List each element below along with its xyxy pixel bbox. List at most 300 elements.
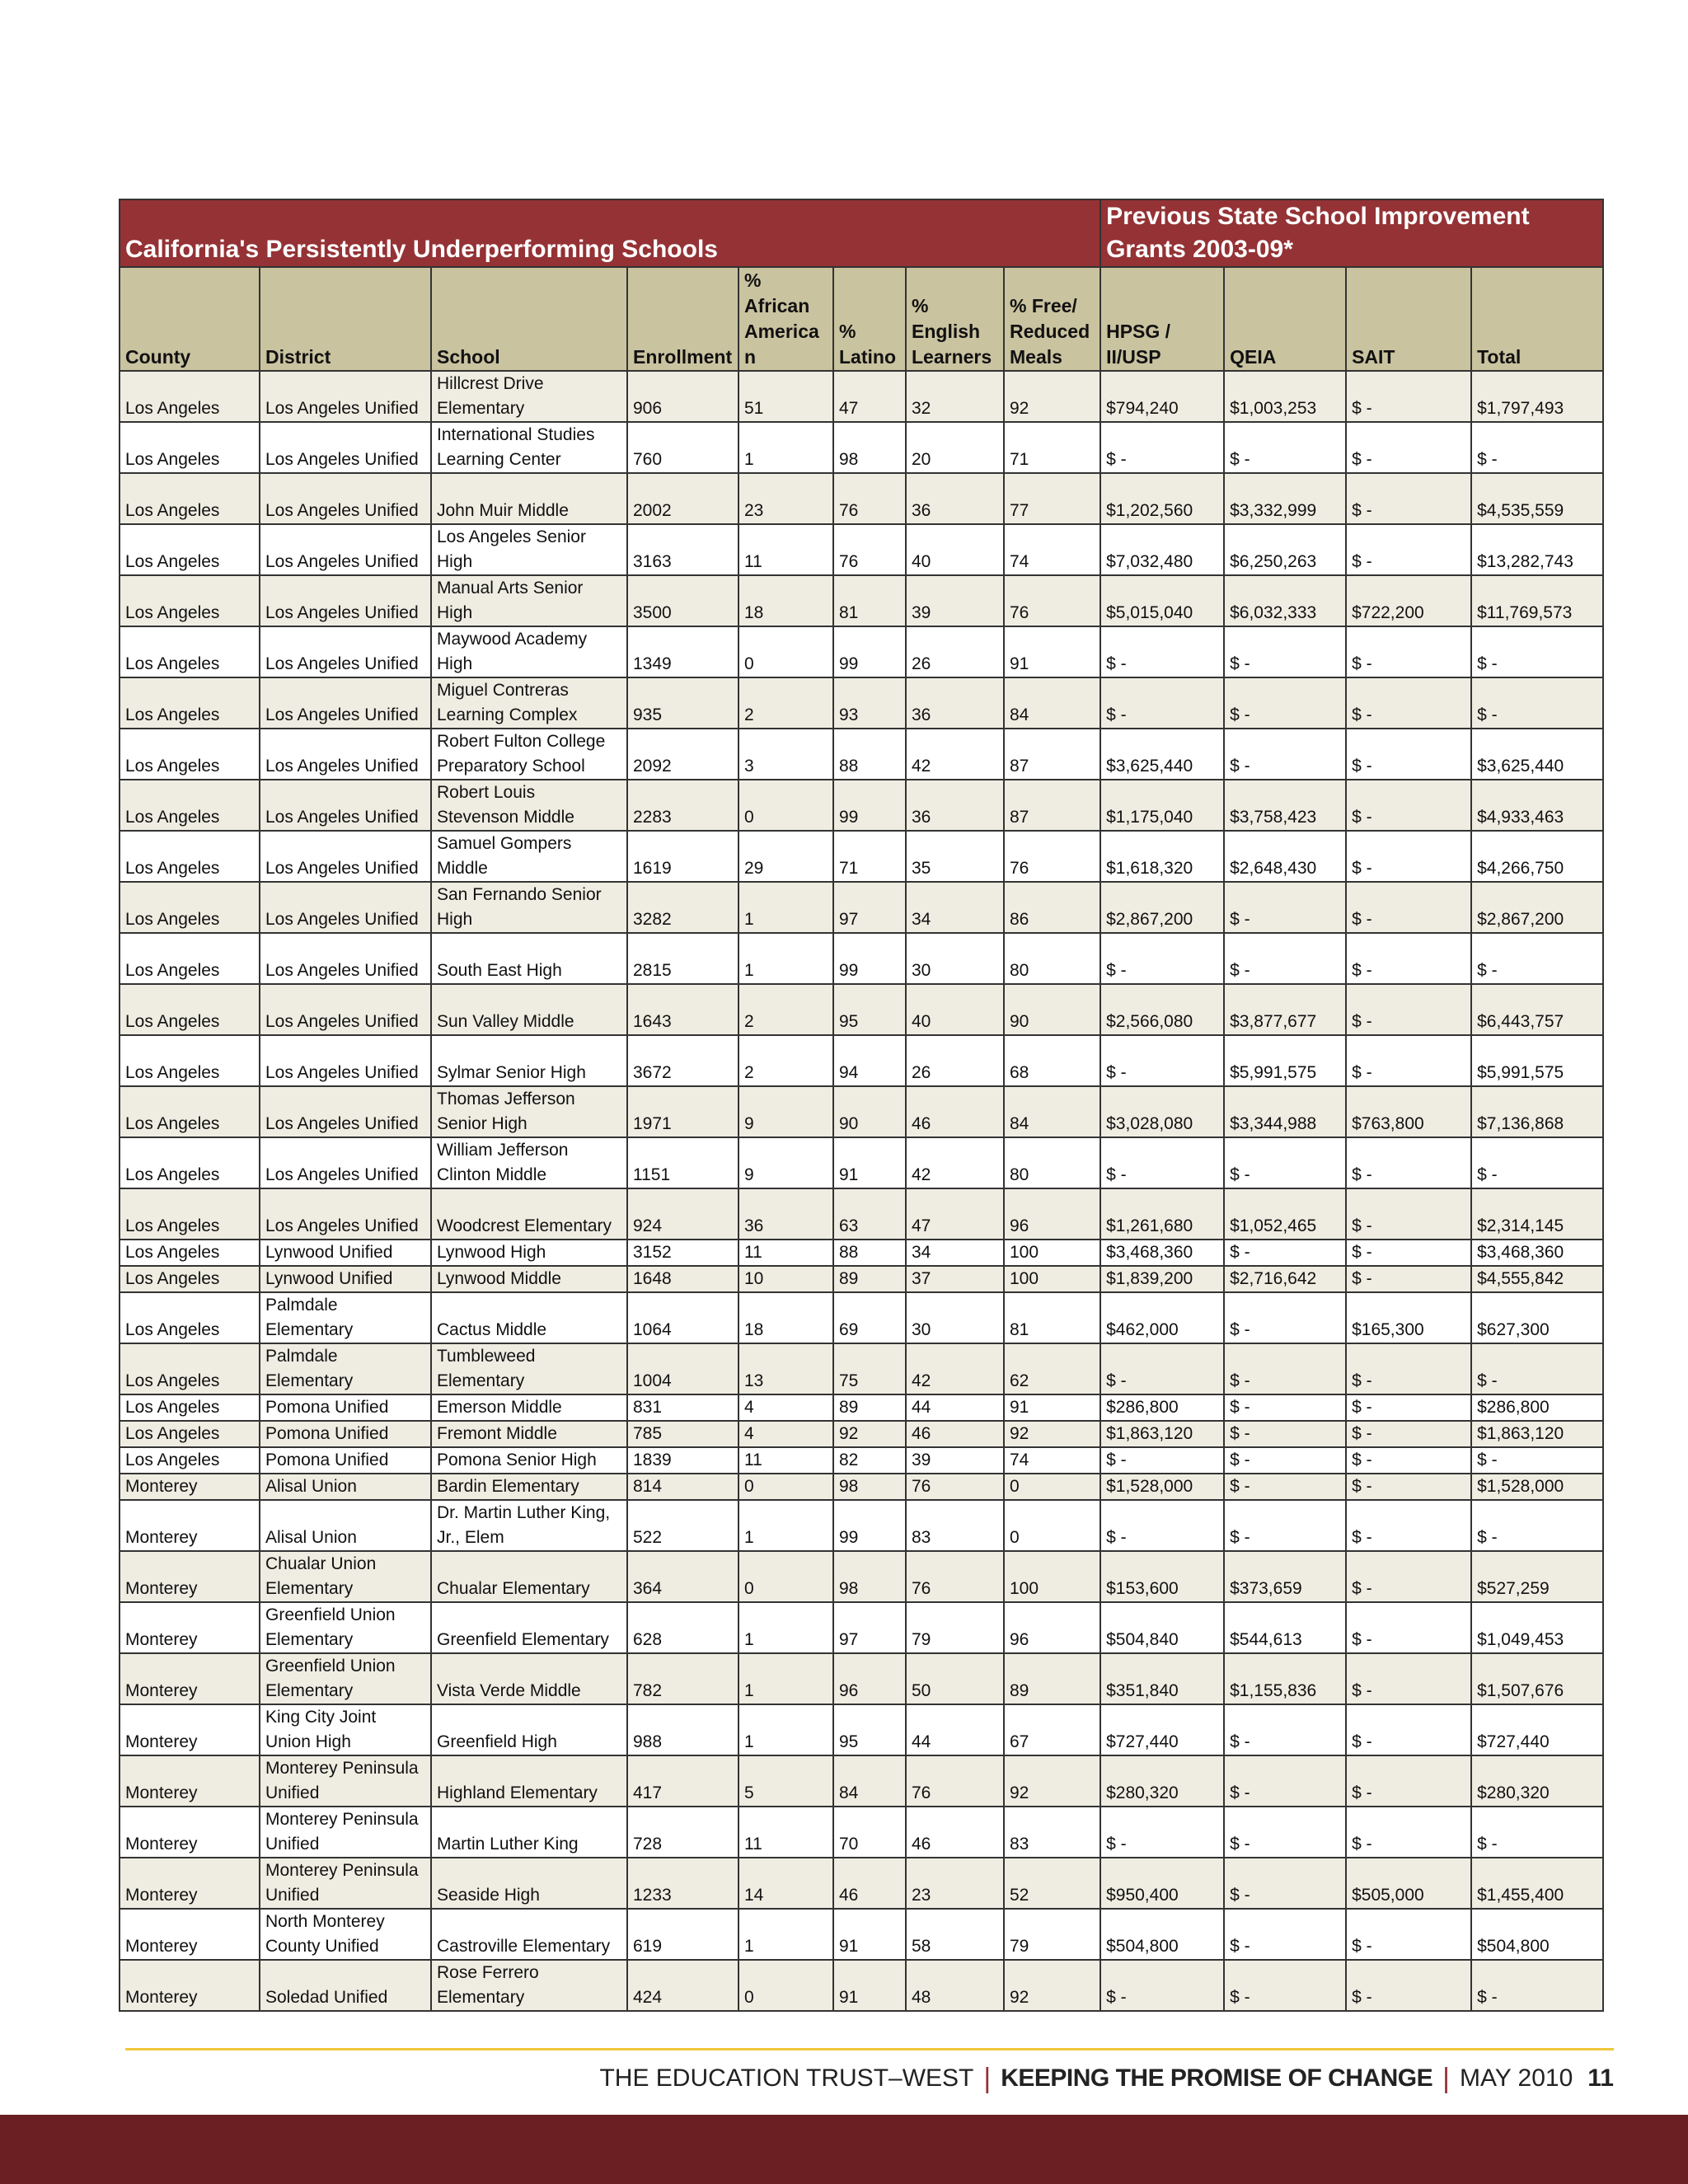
cell-qeia: $ - — [1224, 1343, 1346, 1394]
cell-total: $286,800 — [1471, 1394, 1603, 1421]
cell-enrollment: 1643 — [627, 984, 738, 1035]
cell-qeia: $ - — [1224, 1909, 1346, 1960]
cell-total: $4,266,750 — [1471, 831, 1603, 882]
cell-hpsg: $1,175,040 — [1100, 780, 1224, 831]
cell-hpsg: $ - — [1100, 1343, 1224, 1394]
cell-enrollment: 1648 — [627, 1266, 738, 1292]
cell-qeia: $ - — [1224, 422, 1346, 473]
cell-qeia: $544,613 — [1224, 1602, 1346, 1653]
cell-enrollment: 1349 — [627, 626, 738, 677]
cell-english-learners: 76 — [906, 1474, 1004, 1500]
cell-hpsg: $727,440 — [1100, 1704, 1224, 1755]
cell-free-reduced-meals: 83 — [1004, 1807, 1100, 1858]
cell-enrollment: 364 — [627, 1551, 738, 1602]
cell-english-learners: 44 — [906, 1394, 1004, 1421]
cell-school: Manual Arts Senior High — [431, 575, 627, 626]
cell-free-reduced-meals: 62 — [1004, 1343, 1100, 1394]
cell-county: Los Angeles — [120, 1188, 260, 1240]
cell-latino: 89 — [833, 1394, 906, 1421]
col-english-learners: % English Learners — [906, 267, 1004, 371]
cell-school: Fremont Middle — [431, 1421, 627, 1447]
cell-total: $4,555,842 — [1471, 1266, 1603, 1292]
cell-sait: $ - — [1346, 984, 1471, 1035]
cell-african-american: 11 — [738, 1807, 833, 1858]
cell-school: Sylmar Senior High — [431, 1035, 627, 1086]
cell-sait: $ - — [1346, 371, 1471, 422]
cell-district: Los Angeles Unified — [260, 882, 431, 933]
cell-hpsg: $794,240 — [1100, 371, 1224, 422]
cell-enrollment: 1064 — [627, 1292, 738, 1343]
cell-district: Los Angeles Unified — [260, 473, 431, 524]
cell-district: Pomona Unified — [260, 1421, 431, 1447]
cell-english-learners: 30 — [906, 1292, 1004, 1343]
cell-sait: $ - — [1346, 1551, 1471, 1602]
cell-school: Hillcrest Drive Elementary — [431, 371, 627, 422]
cell-county: Los Angeles — [120, 882, 260, 933]
cell-hpsg: $ - — [1100, 933, 1224, 984]
cell-african-american: 9 — [738, 1086, 833, 1137]
table-row — [120, 1704, 1603, 1755]
cell-free-reduced-meals: 74 — [1004, 524, 1100, 575]
cell-free-reduced-meals: 84 — [1004, 677, 1100, 729]
cell-county: Los Angeles — [120, 1086, 260, 1137]
cell-enrollment: 628 — [627, 1602, 738, 1653]
cell-african-american: 36 — [738, 1188, 833, 1240]
cell-enrollment: 2092 — [627, 729, 738, 780]
cell-school: John Muir Middle — [431, 473, 627, 524]
cell-qeia: $3,758,423 — [1224, 780, 1346, 831]
cell-total: $13,282,743 — [1471, 524, 1603, 575]
cell-free-reduced-meals: 90 — [1004, 984, 1100, 1035]
cell-school: Thomas Jefferson Senior High — [431, 1086, 627, 1137]
cell-sait: $ - — [1346, 780, 1471, 831]
cell-district: Los Angeles Unified — [260, 1137, 431, 1188]
col-school: School — [431, 267, 627, 371]
cell-latino: 98 — [833, 1551, 906, 1602]
cell-school: Los Angeles Senior High — [431, 524, 627, 575]
col-qeia: QEIA — [1224, 267, 1346, 371]
cell-sait: $ - — [1346, 1240, 1471, 1266]
cell-english-learners: 46 — [906, 1807, 1004, 1858]
cell-latino: 99 — [833, 1500, 906, 1551]
cell-enrollment: 935 — [627, 677, 738, 729]
cell-county: Los Angeles — [120, 677, 260, 729]
cell-english-learners: 30 — [906, 933, 1004, 984]
cell-total: $ - — [1471, 1960, 1603, 2011]
table-row — [120, 1394, 1603, 1421]
cell-english-learners: 34 — [906, 882, 1004, 933]
table-row — [120, 524, 1603, 575]
footer-report-title: KEEPING THE PROMISE OF CHANGE — [1001, 2064, 1433, 2092]
cell-county: Los Angeles — [120, 371, 260, 422]
cell-enrollment: 2283 — [627, 780, 738, 831]
table-row — [120, 626, 1603, 677]
cell-african-american: 5 — [738, 1755, 833, 1807]
cell-sait: $763,800 — [1346, 1086, 1471, 1137]
cell-free-reduced-meals: 86 — [1004, 882, 1100, 933]
cell-qeia: $ - — [1224, 882, 1346, 933]
cell-sait: $ - — [1346, 1755, 1471, 1807]
cell-sait: $505,000 — [1346, 1858, 1471, 1909]
cell-total: $504,800 — [1471, 1909, 1603, 1960]
column-header-row — [120, 267, 1603, 371]
cell-district: Greenfield Union Elementary — [260, 1653, 431, 1704]
cell-sait: $ - — [1346, 1266, 1471, 1292]
cell-qeia: $1,052,465 — [1224, 1188, 1346, 1240]
cell-sait: $ - — [1346, 1188, 1471, 1240]
cell-hpsg: $950,400 — [1100, 1858, 1224, 1909]
cell-free-reduced-meals: 67 — [1004, 1704, 1100, 1755]
cell-african-american: 0 — [738, 780, 833, 831]
cell-school: Chualar Elementary — [431, 1551, 627, 1602]
cell-county: Los Angeles — [120, 473, 260, 524]
cell-county: Los Angeles — [120, 1292, 260, 1343]
cell-district: Soledad Unified — [260, 1960, 431, 2011]
cell-african-american: 18 — [738, 575, 833, 626]
cell-school: Samuel Gompers Middle — [431, 831, 627, 882]
cell-latino: 99 — [833, 626, 906, 677]
cell-total: $627,300 — [1471, 1292, 1603, 1343]
cell-county: Los Angeles — [120, 1240, 260, 1266]
cell-enrollment: 1619 — [627, 831, 738, 882]
col-hpsg: HPSG / II/USP — [1100, 267, 1224, 371]
cell-district: Palmdale Elementary — [260, 1292, 431, 1343]
cell-hpsg: $1,528,000 — [1100, 1474, 1224, 1500]
cell-qeia: $2,648,430 — [1224, 831, 1346, 882]
cell-qeia: $3,332,999 — [1224, 473, 1346, 524]
cell-enrollment: 3282 — [627, 882, 738, 933]
cell-qeia: $6,032,333 — [1224, 575, 1346, 626]
cell-hpsg: $ - — [1100, 422, 1224, 473]
cell-county: Monterey — [120, 1474, 260, 1500]
cell-free-reduced-meals: 92 — [1004, 1960, 1100, 2011]
cell-african-american: 1 — [738, 882, 833, 933]
cell-qeia: $ - — [1224, 1292, 1346, 1343]
col-latino: % Latino — [833, 267, 906, 371]
cell-qeia: $6,250,263 — [1224, 524, 1346, 575]
cell-county: Los Angeles — [120, 575, 260, 626]
cell-sait: $ - — [1346, 677, 1471, 729]
cell-latino: 88 — [833, 1240, 906, 1266]
col-district: District — [260, 267, 431, 371]
cell-school: South East High — [431, 933, 627, 984]
cell-school: Bardin Elementary — [431, 1474, 627, 1500]
cell-school: Cactus Middle — [431, 1292, 627, 1343]
col-county: County — [120, 267, 260, 371]
cell-english-learners: 26 — [906, 1035, 1004, 1086]
cell-enrollment: 3152 — [627, 1240, 738, 1266]
cell-enrollment: 988 — [627, 1704, 738, 1755]
cell-qeia: $1,155,836 — [1224, 1653, 1346, 1704]
cell-qeia: $ - — [1224, 933, 1346, 984]
cell-african-american: 1 — [738, 1602, 833, 1653]
cell-county: Los Angeles — [120, 780, 260, 831]
cell-african-american: 10 — [738, 1266, 833, 1292]
cell-latino: 81 — [833, 575, 906, 626]
cell-latino: 88 — [833, 729, 906, 780]
cell-county: Los Angeles — [120, 1137, 260, 1188]
cell-school: Highland Elementary — [431, 1755, 627, 1807]
cell-school: Seaside High — [431, 1858, 627, 1909]
cell-latino: 99 — [833, 933, 906, 984]
cell-hpsg: $1,618,320 — [1100, 831, 1224, 882]
cell-qeia: $ - — [1224, 1960, 1346, 2011]
cell-free-reduced-meals: 100 — [1004, 1240, 1100, 1266]
cell-enrollment: 417 — [627, 1755, 738, 1807]
cell-total: $1,049,453 — [1471, 1602, 1603, 1653]
table-row — [120, 1755, 1603, 1807]
cell-enrollment: 1004 — [627, 1343, 738, 1394]
cell-sait: $ - — [1346, 1394, 1471, 1421]
cell-qeia: $ - — [1224, 1500, 1346, 1551]
cell-enrollment: 1839 — [627, 1447, 738, 1474]
cell-african-american: 2 — [738, 677, 833, 729]
cell-hpsg: $3,468,360 — [1100, 1240, 1224, 1266]
table-row — [120, 1421, 1603, 1447]
cell-free-reduced-meals: 91 — [1004, 626, 1100, 677]
table-row — [120, 1086, 1603, 1137]
cell-sait: $ - — [1346, 1704, 1471, 1755]
cell-county: Los Angeles — [120, 1421, 260, 1447]
cell-enrollment: 522 — [627, 1500, 738, 1551]
cell-enrollment: 3163 — [627, 524, 738, 575]
table-title: California's Persistently Underperforming Schools — [120, 199, 1100, 267]
cell-free-reduced-meals: 96 — [1004, 1602, 1100, 1653]
cell-qeia: $ - — [1224, 1755, 1346, 1807]
cell-african-american: 29 — [738, 831, 833, 882]
cell-total: $ - — [1471, 1137, 1603, 1188]
cell-hpsg: $ - — [1100, 677, 1224, 729]
cell-free-reduced-meals: 89 — [1004, 1653, 1100, 1704]
footer-org: THE EDUCATION TRUST–WEST — [599, 2064, 974, 2092]
page-footer — [599, 2060, 1614, 2097]
cell-free-reduced-meals: 91 — [1004, 1394, 1100, 1421]
cell-hpsg: $ - — [1100, 1035, 1224, 1086]
cell-english-learners: 36 — [906, 677, 1004, 729]
grant-title: Previous State School Improvement Grants 2003-09* — [1100, 199, 1603, 267]
cell-total: $ - — [1471, 422, 1603, 473]
table-row — [120, 1474, 1603, 1500]
cell-qeia: $ - — [1224, 1858, 1346, 1909]
cell-county: Monterey — [120, 1960, 260, 2011]
cell-free-reduced-meals: 52 — [1004, 1858, 1100, 1909]
cell-total: $1,455,400 — [1471, 1858, 1603, 1909]
cell-enrollment: 906 — [627, 371, 738, 422]
cell-school: Robert Fulton College Preparatory School — [431, 729, 627, 780]
cell-free-reduced-meals: 81 — [1004, 1292, 1100, 1343]
cell-total: $4,933,463 — [1471, 780, 1603, 831]
cell-qeia: $ - — [1224, 1394, 1346, 1421]
cell-enrollment: 924 — [627, 1188, 738, 1240]
col-total: Total — [1471, 267, 1603, 371]
cell-latino: 89 — [833, 1266, 906, 1292]
cell-english-learners: 26 — [906, 626, 1004, 677]
cell-latino: 75 — [833, 1343, 906, 1394]
table-row — [120, 575, 1603, 626]
cell-latino: 97 — [833, 882, 906, 933]
cell-qeia: $ - — [1224, 677, 1346, 729]
cell-latino: 70 — [833, 1807, 906, 1858]
cell-latino: 69 — [833, 1292, 906, 1343]
bottom-bar — [0, 2115, 1688, 2184]
cell-enrollment: 1233 — [627, 1858, 738, 1909]
cell-total: $1,528,000 — [1471, 1474, 1603, 1500]
cell-total: $3,468,360 — [1471, 1240, 1603, 1266]
table-row — [120, 1137, 1603, 1188]
cell-enrollment: 2002 — [627, 473, 738, 524]
cell-hpsg: $ - — [1100, 1960, 1224, 2011]
cell-district: Lynwood Unified — [260, 1240, 431, 1266]
cell-sait: $ - — [1346, 1447, 1471, 1474]
cell-county: Los Angeles — [120, 933, 260, 984]
cell-african-american: 1 — [738, 933, 833, 984]
cell-enrollment: 785 — [627, 1421, 738, 1447]
cell-total: $1,507,676 — [1471, 1653, 1603, 1704]
cell-english-learners: 40 — [906, 984, 1004, 1035]
cell-district: Monterey Peninsula Unified — [260, 1858, 431, 1909]
footer-separator: | — [1442, 2063, 1450, 2094]
cell-sait: $ - — [1346, 1343, 1471, 1394]
cell-total: $ - — [1471, 626, 1603, 677]
cell-district: Palmdale Elementary — [260, 1343, 431, 1394]
table-row — [120, 1807, 1603, 1858]
cell-sait: $ - — [1346, 1807, 1471, 1858]
cell-enrollment: 728 — [627, 1807, 738, 1858]
cell-sait: $ - — [1346, 1602, 1471, 1653]
cell-school: Castroville Elementary — [431, 1909, 627, 1960]
cell-school: Robert Louis Stevenson Middle — [431, 780, 627, 831]
table-row — [120, 1447, 1603, 1474]
table-row — [120, 882, 1603, 933]
cell-english-learners: 39 — [906, 1447, 1004, 1474]
cell-school: Tumbleweed Elementary — [431, 1343, 627, 1394]
table-row — [120, 780, 1603, 831]
cell-enrollment: 814 — [627, 1474, 738, 1500]
cell-free-reduced-meals: 71 — [1004, 422, 1100, 473]
cell-qeia: $ - — [1224, 1447, 1346, 1474]
cell-hpsg: $286,800 — [1100, 1394, 1224, 1421]
cell-qeia: $ - — [1224, 1240, 1346, 1266]
cell-district: Monterey Peninsula Unified — [260, 1807, 431, 1858]
cell-county: Monterey — [120, 1500, 260, 1551]
cell-english-learners: 76 — [906, 1551, 1004, 1602]
table-row — [120, 1343, 1603, 1394]
cell-district: Los Angeles Unified — [260, 626, 431, 677]
table-row — [120, 984, 1603, 1035]
cell-district: North Monterey County Unified — [260, 1909, 431, 1960]
cell-hpsg: $504,800 — [1100, 1909, 1224, 1960]
table-row — [120, 729, 1603, 780]
cell-free-reduced-meals: 100 — [1004, 1551, 1100, 1602]
cell-african-american: 1 — [738, 1704, 833, 1755]
cell-latino: 76 — [833, 524, 906, 575]
cell-enrollment: 782 — [627, 1653, 738, 1704]
cell-sait: $722,200 — [1346, 575, 1471, 626]
cell-sait: $ - — [1346, 626, 1471, 677]
cell-total: $7,136,868 — [1471, 1086, 1603, 1137]
cell-district: Alisal Union — [260, 1474, 431, 1500]
cell-english-learners: 47 — [906, 1188, 1004, 1240]
cell-african-american: 18 — [738, 1292, 833, 1343]
table-row — [120, 1858, 1603, 1909]
cell-sait: $ - — [1346, 729, 1471, 780]
cell-free-reduced-meals: 96 — [1004, 1188, 1100, 1240]
cell-free-reduced-meals: 92 — [1004, 1421, 1100, 1447]
cell-english-learners: 46 — [906, 1086, 1004, 1137]
cell-enrollment: 1151 — [627, 1137, 738, 1188]
cell-district: Los Angeles Unified — [260, 371, 431, 422]
cell-school: Rose Ferrero Elementary — [431, 1960, 627, 2011]
table-body — [120, 371, 1603, 2011]
cell-county: Los Angeles — [120, 984, 260, 1035]
cell-school: Maywood Academy High — [431, 626, 627, 677]
cell-latino: 97 — [833, 1602, 906, 1653]
cell-qeia: $ - — [1224, 1137, 1346, 1188]
cell-english-learners: 46 — [906, 1421, 1004, 1447]
cell-latino: 92 — [833, 1421, 906, 1447]
cell-english-learners: 42 — [906, 1137, 1004, 1188]
cell-sait: $ - — [1346, 1960, 1471, 2011]
footer-rule — [125, 2048, 1614, 2050]
cell-sait: $ - — [1346, 933, 1471, 984]
cell-county: Los Angeles — [120, 831, 260, 882]
cell-hpsg: $462,000 — [1100, 1292, 1224, 1343]
cell-enrollment: 831 — [627, 1394, 738, 1421]
cell-sait: $ - — [1346, 882, 1471, 933]
cell-sait: $165,300 — [1346, 1292, 1471, 1343]
cell-total: $11,769,573 — [1471, 575, 1603, 626]
cell-sait: $ - — [1346, 1909, 1471, 1960]
cell-total: $2,867,200 — [1471, 882, 1603, 933]
cell-total: $4,535,559 — [1471, 473, 1603, 524]
cell-african-american: 0 — [738, 1960, 833, 2011]
cell-african-american: 3 — [738, 729, 833, 780]
cell-qeia: $ - — [1224, 1704, 1346, 1755]
cell-free-reduced-meals: 68 — [1004, 1035, 1100, 1086]
cell-total: $ - — [1471, 1500, 1603, 1551]
cell-english-learners: 79 — [906, 1602, 1004, 1653]
cell-african-american: 11 — [738, 1240, 833, 1266]
cell-latino: 94 — [833, 1035, 906, 1086]
cell-total: $5,991,575 — [1471, 1035, 1603, 1086]
cell-free-reduced-meals: 92 — [1004, 1755, 1100, 1807]
cell-qeia: $5,991,575 — [1224, 1035, 1346, 1086]
cell-hpsg: $1,863,120 — [1100, 1421, 1224, 1447]
col-sait: SAIT — [1346, 267, 1471, 371]
cell-qeia: $3,877,677 — [1224, 984, 1346, 1035]
cell-english-learners: 34 — [906, 1240, 1004, 1266]
cell-english-learners: 76 — [906, 1755, 1004, 1807]
cell-school: Dr. Martin Luther King, Jr., Elem — [431, 1500, 627, 1551]
cell-district: Los Angeles Unified — [260, 575, 431, 626]
cell-district: Lynwood Unified — [260, 1266, 431, 1292]
cell-african-american: 1 — [738, 422, 833, 473]
cell-free-reduced-meals: 76 — [1004, 831, 1100, 882]
cell-school: Greenfield Elementary — [431, 1602, 627, 1653]
cell-sait: $ - — [1346, 1474, 1471, 1500]
cell-enrollment: 2815 — [627, 933, 738, 984]
cell-free-reduced-meals: 77 — [1004, 473, 1100, 524]
cell-total: $ - — [1471, 1343, 1603, 1394]
cell-sait: $ - — [1346, 473, 1471, 524]
cell-total: $ - — [1471, 1807, 1603, 1858]
cell-african-american: 11 — [738, 1447, 833, 1474]
footer-date: MAY 2010 — [1459, 2064, 1573, 2092]
cell-latino: 95 — [833, 1704, 906, 1755]
cell-total: $280,320 — [1471, 1755, 1603, 1807]
cell-hpsg: $504,840 — [1100, 1602, 1224, 1653]
cell-total: $3,625,440 — [1471, 729, 1603, 780]
